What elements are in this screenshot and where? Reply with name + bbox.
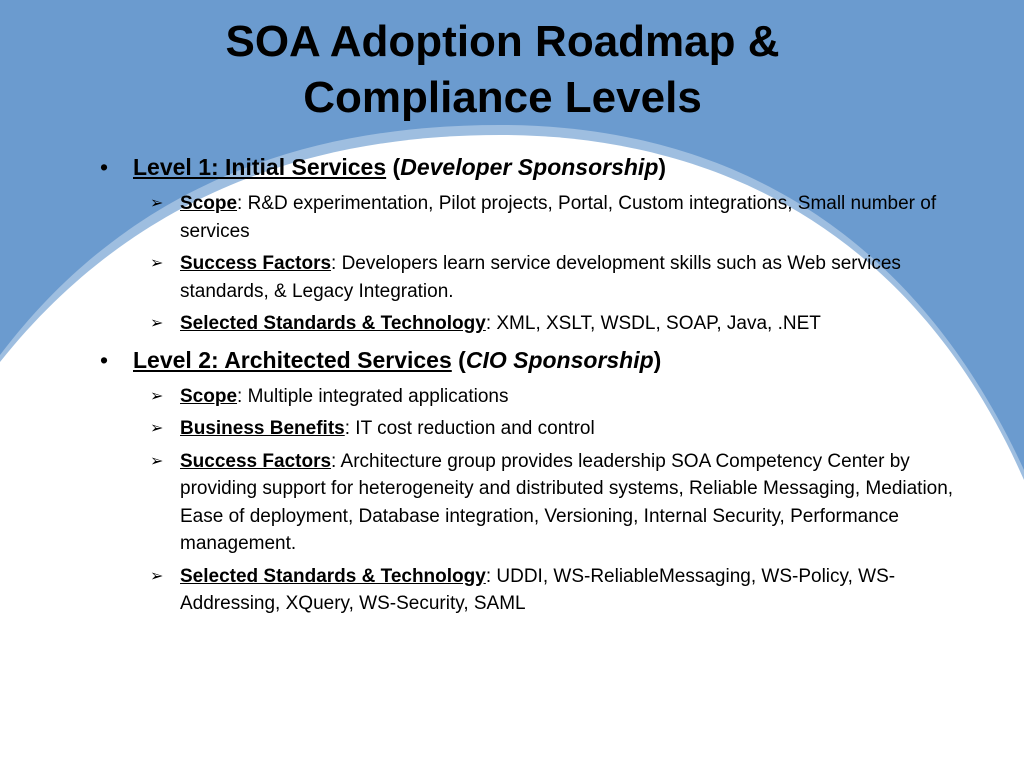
title-line-2: Compliance Levels xyxy=(303,73,702,122)
level-1-sponsor: Developer Sponsorship xyxy=(400,154,659,180)
level-1-title: Level 1: Initial Services xyxy=(133,154,387,180)
arrow-bullet-icon: ➢ xyxy=(150,420,164,437)
item-text: : UDDI, WS-ReliableMessaging, WS-Policy, WS-Addressing, XQuery, WS-Security, SAML xyxy=(180,565,896,614)
level-2-title: Level 2: Architected Services xyxy=(133,346,452,373)
item-text: : Architecture group provides leadership SOA Competency Center by providing support for heterogeneity and distributed systems, Reliable Messaging, Mediation, Ease of deployment, Database integration, Versioning, Internal Security, Performance management. xyxy=(180,450,954,554)
item-key: Scope xyxy=(180,385,238,407)
slide-title xyxy=(0,14,1005,126)
arrow-bullet-icon: ➢ xyxy=(150,195,164,212)
item-key: Success Factors xyxy=(180,450,332,472)
item-text: : R&D experimentation, Pilot projects, Portal, Custom integrations, Small number of services xyxy=(180,193,937,242)
item-text: : XML, XSLT, WSDL, SOAP, Java, .NET xyxy=(485,313,821,334)
level-2-item-business-benefits xyxy=(0,415,1000,443)
title-line-1: SOA Adoption Roadmap & xyxy=(225,17,780,66)
level-2-item-scope xyxy=(0,383,1000,411)
level-2-item-standards xyxy=(0,563,1000,618)
arrow-bullet-icon: ➢ xyxy=(150,567,164,585)
level-2-heading xyxy=(0,343,1000,377)
level-1-heading xyxy=(0,150,1000,184)
level-1-item-scope xyxy=(0,190,1000,245)
level-1-item-standards xyxy=(0,310,1000,338)
arrow-bullet-icon: ➢ xyxy=(150,255,164,272)
level-2-sponsor: CIO Sponsorship xyxy=(465,346,654,373)
item-text: : Developers learn service development skills such as Web services standards, & Legacy Integration. xyxy=(180,253,901,302)
level-2-item-success-factors xyxy=(0,448,1000,558)
paren-close: ) xyxy=(658,154,667,180)
arrow-bullet-icon: ➢ xyxy=(150,387,164,405)
bullet-icon: • xyxy=(100,154,109,180)
item-key: Selected Standards & Technology xyxy=(180,313,486,334)
level-1-item-success-factors xyxy=(0,250,1000,305)
item-text: : IT cost reduction and control xyxy=(344,418,595,439)
paren-close: ) xyxy=(653,346,662,373)
arrow-bullet-icon: ➢ xyxy=(150,452,164,470)
item-key: Business Benefits xyxy=(180,418,345,439)
bullet-icon: • xyxy=(100,346,109,373)
item-key: Success Factors xyxy=(180,253,332,274)
item-key: Scope xyxy=(180,193,238,214)
arrow-bullet-icon: ➢ xyxy=(150,315,164,332)
paren-open: ( xyxy=(386,154,401,180)
item-key: Selected Standards & Technology xyxy=(180,565,486,587)
slide-content xyxy=(0,150,1000,623)
item-text: : Multiple integrated applications xyxy=(237,385,509,407)
paren-open: ( xyxy=(451,346,466,373)
